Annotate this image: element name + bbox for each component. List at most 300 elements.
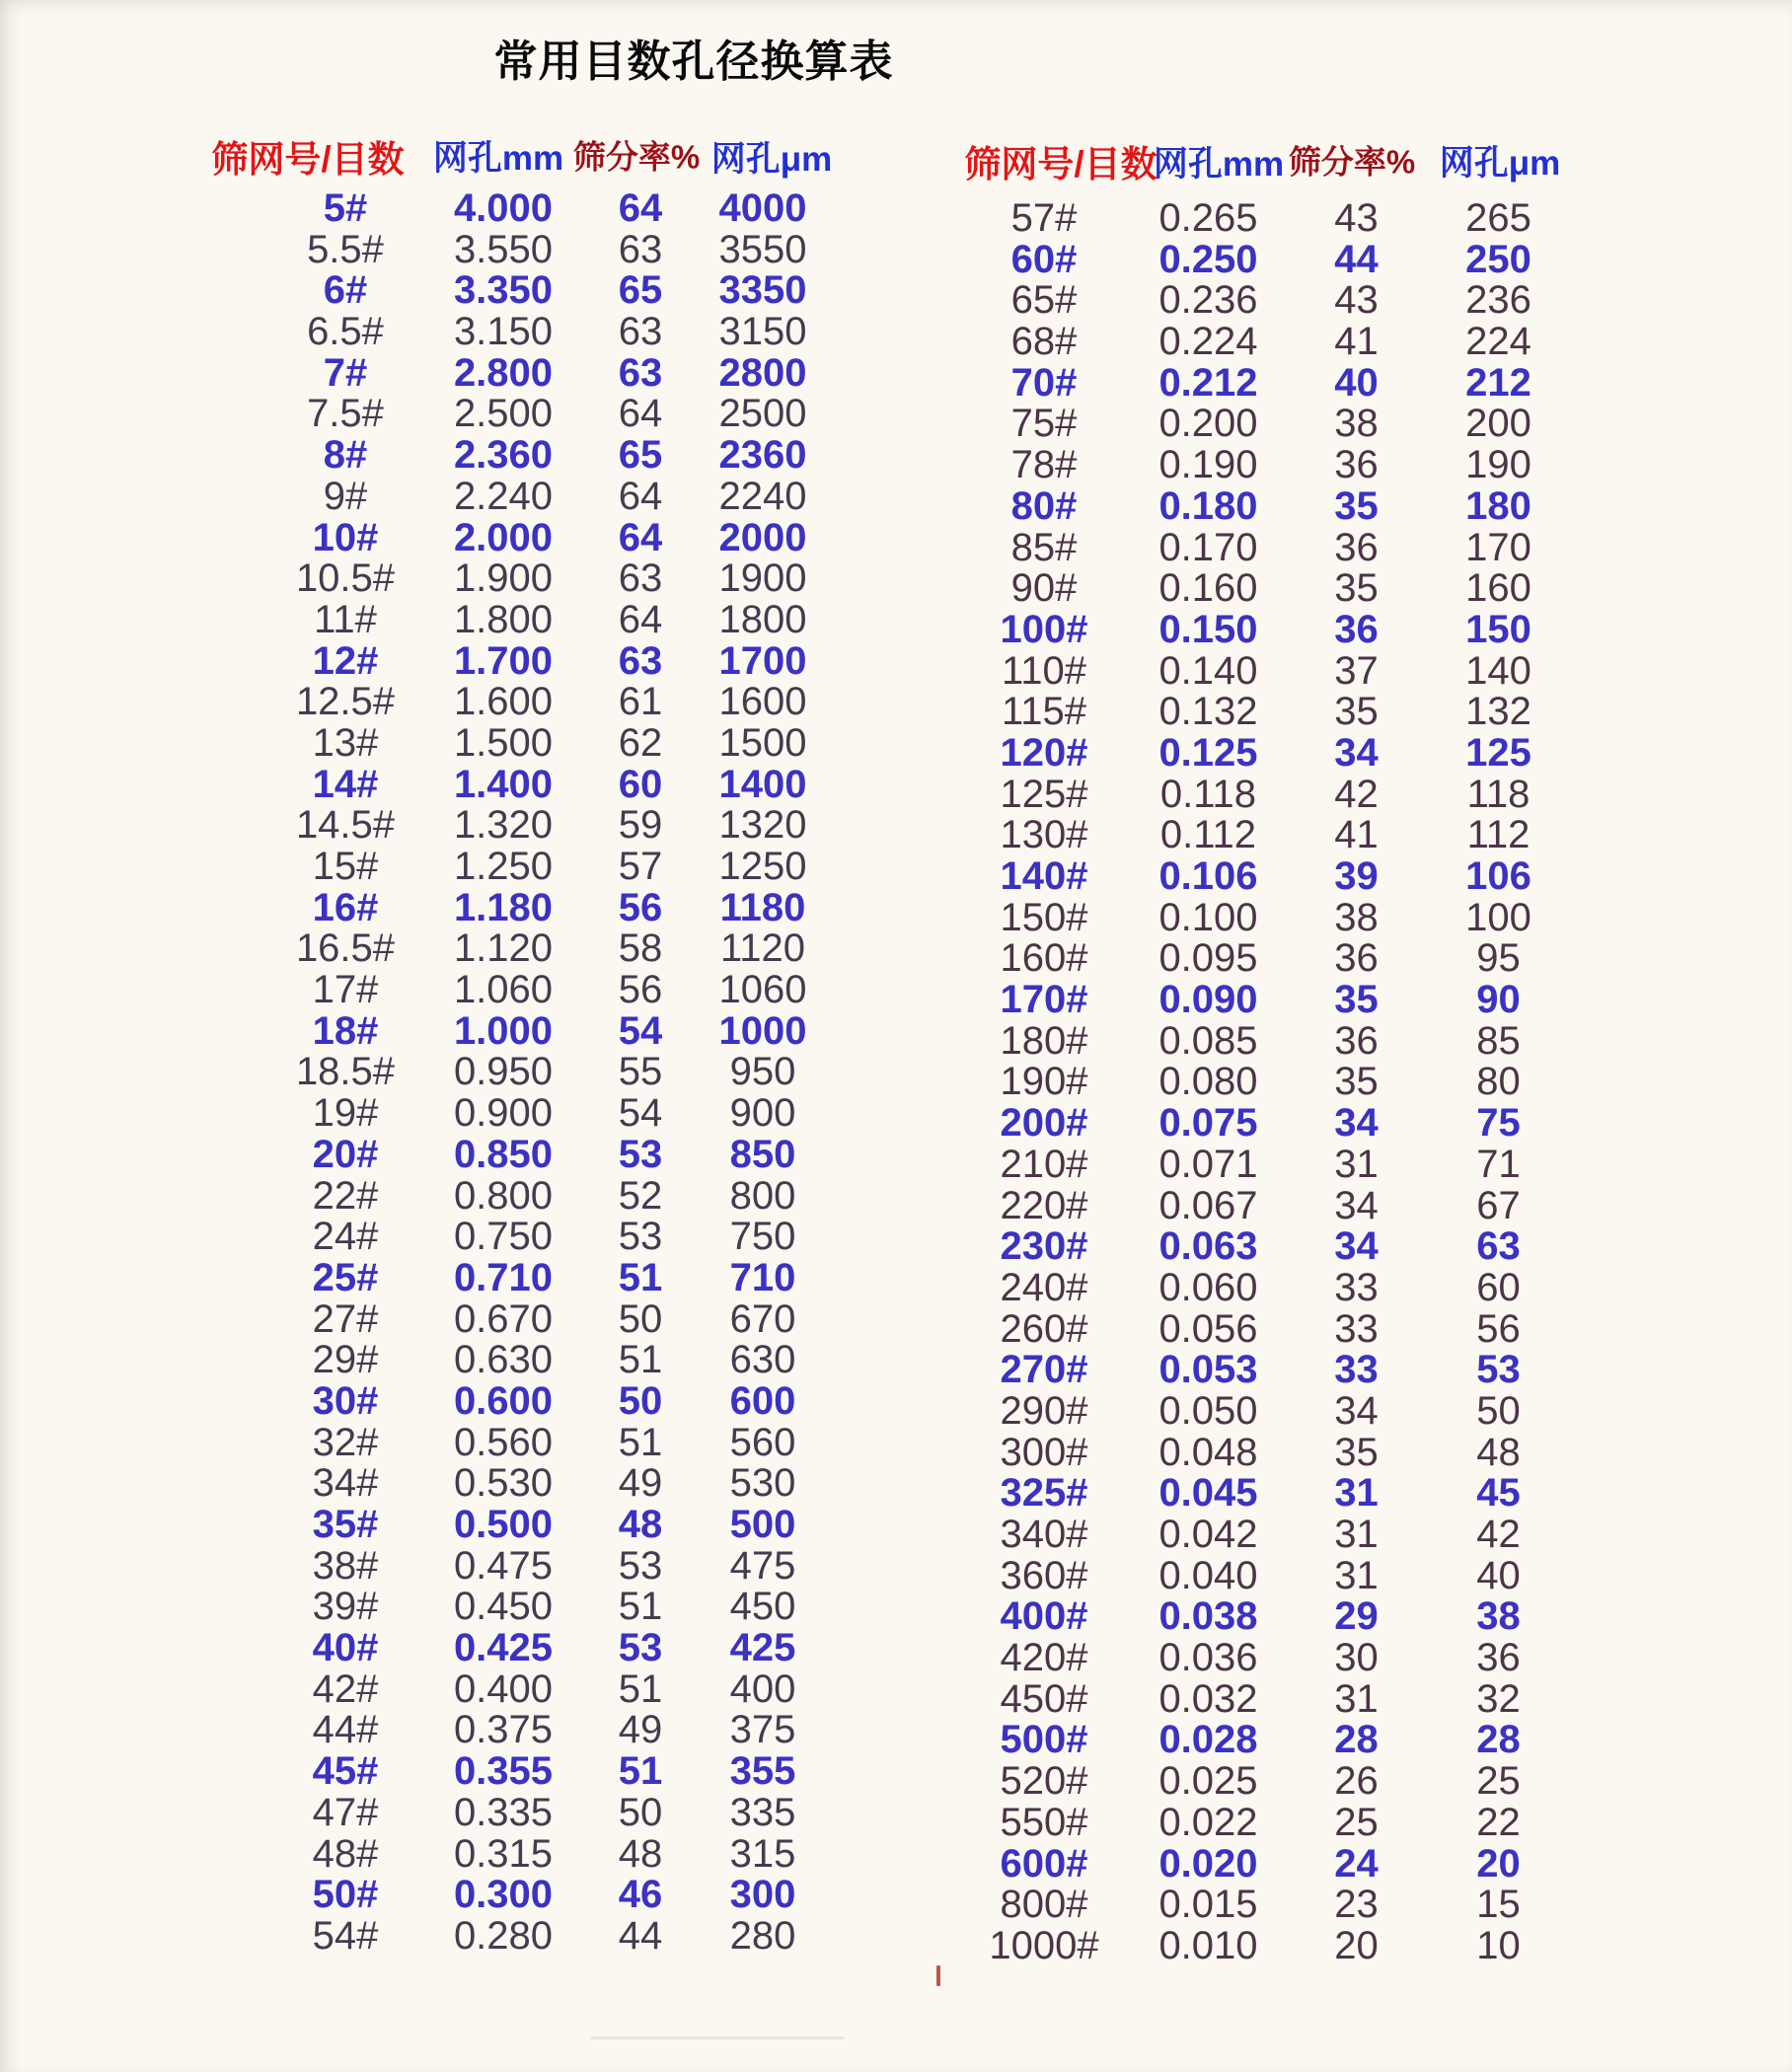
table-row	[266, 1831, 827, 1876]
table-row	[957, 1720, 1570, 1761]
mesh-number-cell: 24#	[312, 1215, 379, 1259]
screening-rate-cell: 35	[1334, 566, 1379, 611]
screening-rate-cell: 51	[618, 1585, 663, 1629]
aperture-um-cell: 45	[1476, 1471, 1521, 1516]
screening-rate-cell: 51	[618, 1666, 663, 1711]
aperture-mm-cell: 2.240	[453, 474, 554, 518]
aperture-um-cell: 800	[729, 1173, 796, 1218]
table-row	[266, 1255, 827, 1299]
screening-rate-cell: 65	[618, 268, 663, 313]
aperture-mm-cell: 0.950	[453, 1050, 554, 1094]
screening-rate-cell: 51	[618, 1255, 663, 1299]
left-table	[266, 188, 827, 1958]
aperture-mm-cell: 0.900	[453, 1091, 554, 1136]
mesh-number-cell: 600#	[1000, 1841, 1088, 1886]
table-row	[266, 1790, 827, 1834]
screening-rate-cell: 38	[1334, 402, 1379, 446]
mesh-number-cell: 32#	[312, 1420, 379, 1464]
mesh-number-cell: 8#	[323, 433, 368, 478]
aperture-um-cell: 425	[729, 1626, 796, 1670]
mesh-number-cell: 520#	[1000, 1759, 1088, 1804]
screening-rate-cell: 46	[618, 1873, 663, 1917]
table-row	[266, 1378, 827, 1423]
table-row	[957, 1142, 1570, 1186]
table-row	[957, 1350, 1570, 1391]
aperture-um-cell: 140	[1465, 648, 1531, 693]
aperture-um-cell: 25	[1476, 1759, 1521, 1804]
aperture-mm-cell: 2.000	[453, 515, 554, 559]
table-row	[957, 1800, 1570, 1844]
aperture-mm-cell: 0.335	[453, 1790, 554, 1834]
aperture-um-cell: 112	[1466, 813, 1531, 857]
aperture-mm-cell: 3.350	[453, 268, 554, 313]
mesh-number-cell: 15#	[312, 845, 379, 888]
table-row	[957, 1062, 1570, 1103]
aperture-um-cell: 53	[1476, 1348, 1521, 1392]
screening-rate-cell: 53	[618, 1132, 663, 1176]
aperture-um-cell: 3150	[718, 310, 807, 354]
aperture-mm-cell: 0.056	[1158, 1306, 1258, 1351]
aperture-mm-cell: 0.112	[1159, 813, 1257, 857]
table-row	[957, 404, 1570, 445]
mesh-number-cell: 140#	[1000, 854, 1088, 898]
screening-rate-cell: 52	[618, 1173, 663, 1218]
aperture-um-cell: 750	[729, 1215, 796, 1259]
mesh-number-cell: 80#	[1010, 483, 1078, 528]
table-row	[957, 1226, 1570, 1268]
screening-rate-cell: 37	[1334, 648, 1379, 693]
table-row	[957, 280, 1570, 322]
table-row	[266, 1463, 827, 1505]
aperture-um-cell: 500	[729, 1503, 796, 1546]
mesh-number-cell: 325#	[1000, 1471, 1088, 1516]
aperture-um-cell: 2240	[718, 474, 807, 518]
table-row	[957, 1473, 1570, 1515]
aperture-um-cell: 224	[1465, 320, 1531, 364]
aperture-um-cell: 106	[1465, 854, 1531, 898]
mesh-number-cell: 5.5#	[307, 227, 384, 271]
aperture-mm-cell: 1.120	[453, 926, 554, 971]
aperture-um-cell: 1180	[719, 885, 806, 929]
table-row	[266, 970, 827, 1011]
table-row	[957, 730, 1570, 775]
table-row	[957, 198, 1570, 240]
aperture-um-cell: 1060	[718, 968, 807, 1012]
aperture-um-cell: 40	[1476, 1553, 1521, 1597]
red-pen-tick-mark	[936, 1965, 940, 1986]
aperture-um-cell: 1700	[718, 638, 807, 683]
table-row	[266, 1587, 827, 1628]
aperture-mm-cell: 1.060	[453, 968, 554, 1012]
table-row	[266, 1217, 827, 1258]
screening-rate-cell: 56	[618, 885, 663, 929]
screening-rate-cell: 53	[618, 1543, 663, 1588]
screening-rate-cell: 36	[1334, 607, 1379, 651]
aperture-mm-cell: 0.048	[1158, 1430, 1258, 1474]
aperture-um-cell: 28	[1476, 1718, 1521, 1762]
mesh-number-cell: 30#	[312, 1378, 379, 1423]
screening-rate-cell: 63	[618, 227, 663, 271]
table-row	[957, 1676, 1570, 1721]
screening-rate-cell: 33	[1334, 1348, 1379, 1392]
screening-rate-cell: 44	[1334, 237, 1379, 281]
table-row	[266, 928, 827, 970]
aperture-mm-cell: 2.800	[453, 350, 554, 395]
mesh-number-cell: 17#	[312, 968, 379, 1012]
screening-rate-cell: 60	[618, 762, 663, 806]
screening-rate-cell: 39	[1334, 854, 1379, 898]
table-row	[957, 1841, 1570, 1886]
mesh-number-cell: 34#	[312, 1461, 379, 1506]
screening-rate-cell: 53	[618, 1215, 663, 1259]
mesh-number-cell: 210#	[1000, 1142, 1088, 1186]
aperture-um-cell: 400	[729, 1666, 796, 1711]
table-row	[957, 1923, 1570, 1967]
aperture-mm-cell: 0.038	[1158, 1594, 1258, 1639]
table-row	[266, 1666, 827, 1711]
table-row	[957, 360, 1570, 405]
aperture-mm-cell: 0.085	[1158, 1018, 1258, 1063]
mesh-number-cell: 340#	[1000, 1513, 1088, 1556]
right-header-mesh-number: 筛网号/目数	[964, 144, 1157, 185]
aperture-mm-cell: 0.530	[453, 1461, 554, 1506]
aperture-um-cell: 90	[1476, 978, 1521, 1022]
screening-rate-cell: 34	[1334, 1101, 1379, 1146]
aperture-mm-cell: 0.280	[453, 1913, 554, 1958]
table-row	[957, 607, 1570, 651]
aperture-mm-cell: 0.224	[1158, 320, 1258, 364]
aperture-um-cell: 900	[729, 1091, 796, 1136]
screening-rate-cell: 42	[1334, 772, 1379, 816]
aperture-um-cell: 375	[729, 1708, 796, 1752]
screening-rate-cell: 40	[1334, 360, 1379, 405]
mesh-number-cell: 35#	[312, 1503, 379, 1546]
aperture-mm-cell: 2.500	[453, 392, 554, 436]
aperture-um-cell: 22	[1476, 1800, 1521, 1844]
screening-rate-cell: 34	[1334, 1183, 1379, 1227]
aperture-um-cell: 63	[1476, 1224, 1521, 1269]
aperture-mm-cell: 0.095	[1158, 936, 1258, 981]
aperture-um-cell: 850	[729, 1132, 796, 1176]
aperture-um-cell: 85	[1476, 1018, 1521, 1063]
mesh-number-cell: 1000#	[989, 1923, 1099, 1967]
mesh-number-cell: 6.5#	[307, 310, 384, 354]
mesh-number-cell: 110#	[1001, 648, 1086, 693]
mesh-number-cell: 16#	[312, 885, 379, 929]
table-row	[266, 227, 827, 271]
table-row	[266, 1173, 827, 1218]
aperture-um-cell: 132	[1465, 690, 1531, 734]
mesh-number-cell: 180#	[1000, 1018, 1088, 1063]
mesh-number-cell: 42#	[312, 1666, 379, 1711]
screening-rate-cell: 63	[618, 310, 663, 354]
right-table	[957, 198, 1570, 1967]
aperture-um-cell: 48	[1476, 1430, 1521, 1474]
aperture-mm-cell: 0.067	[1158, 1183, 1258, 1227]
screening-rate-cell: 35	[1334, 690, 1379, 734]
mesh-number-cell: 39#	[312, 1585, 379, 1629]
left-header-mesh-number: 筛网号/目数	[211, 139, 405, 180]
aperture-um-cell: 450	[729, 1585, 796, 1629]
aperture-um-cell: 3550	[718, 227, 807, 271]
table-row	[266, 474, 827, 518]
screening-rate-cell: 56	[618, 968, 663, 1012]
aperture-mm-cell: 0.170	[1158, 525, 1258, 569]
aperture-um-cell: 4000	[718, 186, 807, 230]
mesh-number-cell: 130#	[1000, 813, 1088, 857]
mesh-number-cell: 60#	[1010, 237, 1078, 281]
mesh-number-cell: 120#	[1000, 730, 1088, 775]
screening-rate-cell: 35	[1334, 1430, 1379, 1474]
aperture-mm-cell: 0.600	[453, 1378, 554, 1423]
screening-rate-cell: 58	[618, 926, 663, 971]
table-row	[957, 1265, 1570, 1309]
aperture-um-cell: 1250	[718, 845, 807, 888]
aperture-um-cell: 190	[1465, 443, 1531, 487]
mesh-number-cell: 190#	[1000, 1060, 1088, 1104]
aperture-um-cell: 180	[1465, 483, 1531, 528]
screening-rate-cell: 48	[618, 1503, 663, 1546]
aperture-mm-cell: 1.400	[453, 762, 554, 806]
mesh-number-cell: 22#	[312, 1173, 379, 1218]
screening-rate-cell: 36	[1334, 1018, 1379, 1063]
table-row	[266, 1132, 827, 1176]
aperture-mm-cell: 0.212	[1158, 360, 1258, 405]
aperture-mm-cell: 0.071	[1158, 1142, 1258, 1186]
aperture-mm-cell: 0.236	[1158, 278, 1258, 323]
aperture-mm-cell: 1.320	[453, 803, 554, 848]
screening-rate-cell: 31	[1334, 1513, 1379, 1556]
aperture-um-cell: 1600	[718, 680, 807, 724]
table-row	[957, 1761, 1570, 1803]
screening-rate-cell: 50	[618, 1790, 663, 1834]
table-row	[957, 1388, 1570, 1433]
table-row	[957, 445, 1570, 486]
aperture-um-cell: 265	[1465, 196, 1531, 240]
screening-rate-cell: 34	[1334, 1388, 1379, 1433]
table-row	[266, 720, 827, 765]
aperture-mm-cell: 0.300	[453, 1873, 554, 1917]
table-row	[266, 1420, 827, 1464]
screening-rate-cell: 64	[618, 392, 663, 436]
screening-rate-cell: 36	[1334, 525, 1379, 569]
right-header-screening-rate: 筛分率%	[1288, 143, 1416, 181]
aperture-um-cell: 95	[1476, 936, 1521, 981]
mesh-number-cell: 230#	[1000, 1224, 1088, 1269]
aperture-mm-cell: 0.800	[453, 1173, 554, 1218]
aperture-um-cell: 530	[729, 1461, 796, 1506]
table-row	[957, 895, 1570, 939]
aperture-um-cell: 475	[729, 1543, 796, 1588]
table-row	[266, 1751, 827, 1793]
aperture-um-cell: 1320	[718, 803, 807, 848]
screening-rate-cell: 31	[1334, 1553, 1379, 1597]
mesh-number-cell: 125#	[1000, 772, 1088, 816]
aperture-mm-cell: 0.475	[453, 1543, 554, 1588]
mesh-number-cell: 500#	[1000, 1718, 1088, 1762]
table-row	[957, 483, 1570, 528]
aperture-mm-cell: 0.022	[1158, 1800, 1258, 1844]
aperture-mm-cell: 0.425	[453, 1626, 554, 1670]
aperture-um-cell: 1500	[718, 720, 807, 765]
table-row	[957, 980, 1570, 1021]
mesh-number-cell: 50#	[312, 1873, 379, 1917]
aperture-mm-cell: 0.400	[453, 1666, 554, 1711]
mesh-number-cell: 75#	[1010, 402, 1078, 446]
mesh-number-cell: 200#	[1000, 1101, 1088, 1146]
right-header-aperture-um: 网孔μm	[1439, 144, 1561, 183]
table-row	[266, 762, 827, 806]
aperture-mm-cell: 1.600	[453, 680, 554, 724]
screening-rate-cell: 31	[1334, 1142, 1379, 1186]
screening-rate-cell: 30	[1334, 1636, 1379, 1680]
mesh-number-cell: 800#	[1000, 1883, 1088, 1927]
mesh-number-cell: 90#	[1010, 566, 1078, 611]
aperture-mm-cell: 0.180	[1158, 483, 1258, 528]
table-row	[957, 568, 1570, 610]
aperture-um-cell: 75	[1476, 1101, 1521, 1146]
aperture-um-cell: 670	[729, 1296, 796, 1341]
aperture-um-cell: 80	[1476, 1060, 1521, 1104]
mesh-number-cell: 450#	[1000, 1676, 1088, 1721]
mesh-number-cell: 85#	[1010, 525, 1078, 569]
aperture-um-cell: 56	[1476, 1306, 1521, 1351]
aperture-mm-cell: 0.140	[1158, 648, 1258, 693]
aperture-um-cell: 42	[1476, 1513, 1521, 1556]
screening-rate-cell: 49	[618, 1461, 663, 1506]
aperture-mm-cell: 0.042	[1158, 1513, 1258, 1556]
aperture-mm-cell: 1.900	[453, 556, 554, 601]
table-row	[266, 515, 827, 559]
screening-rate-cell: 43	[1334, 278, 1379, 323]
screening-rate-cell: 64	[618, 474, 663, 518]
aperture-um-cell: 60	[1476, 1265, 1521, 1309]
table-row	[957, 1638, 1570, 1679]
aperture-um-cell: 300	[729, 1873, 796, 1917]
table-row	[266, 1093, 827, 1135]
mesh-number-cell: 18.5#	[295, 1050, 396, 1094]
screening-rate-cell: 28	[1334, 1718, 1379, 1762]
screening-rate-cell: 41	[1334, 813, 1379, 857]
mesh-number-cell: 20#	[312, 1132, 379, 1176]
mesh-number-cell: 29#	[312, 1338, 379, 1382]
aperture-mm-cell: 4.000	[453, 186, 554, 230]
table-row	[266, 1052, 827, 1093]
table-row	[266, 597, 827, 641]
aperture-mm-cell: 1.180	[453, 885, 554, 929]
aperture-um-cell: 630	[729, 1338, 796, 1382]
screening-rate-cell: 64	[618, 597, 663, 641]
table-row	[266, 1628, 827, 1669]
mesh-number-cell: 11#	[314, 597, 377, 641]
aperture-um-cell: 280	[729, 1913, 796, 1958]
screening-rate-cell: 33	[1334, 1265, 1379, 1309]
screening-rate-cell: 50	[618, 1378, 663, 1423]
aperture-mm-cell: 0.032	[1158, 1676, 1258, 1721]
screening-rate-cell: 49	[618, 1708, 663, 1752]
screening-rate-cell: 36	[1334, 443, 1379, 487]
aperture-mm-cell: 0.063	[1158, 1224, 1258, 1269]
aperture-um-cell: 600	[729, 1378, 796, 1423]
table-row	[957, 1103, 1570, 1145]
screening-rate-cell: 33	[1334, 1306, 1379, 1351]
table-row	[957, 1183, 1570, 1227]
mesh-number-cell: 57#	[1010, 196, 1078, 240]
mesh-number-cell: 7#	[323, 350, 368, 395]
aperture-mm-cell: 0.118	[1159, 772, 1257, 816]
mesh-number-cell: 10.5#	[295, 556, 396, 601]
mesh-number-cell: 260#	[1000, 1306, 1088, 1351]
left-header-aperture-mm: 网孔mm	[432, 139, 564, 178]
aperture-um-cell: 212	[1465, 360, 1531, 405]
table-row	[266, 638, 827, 683]
screening-rate-cell: 55	[618, 1050, 663, 1094]
aperture-um-cell: 315	[729, 1831, 796, 1876]
mesh-number-cell: 5#	[323, 186, 368, 230]
screening-rate-cell: 35	[1334, 1060, 1379, 1104]
table-row	[957, 815, 1570, 856]
screening-rate-cell: 64	[618, 515, 663, 559]
aperture-mm-cell: 0.040	[1158, 1553, 1258, 1597]
aperture-um-cell: 236	[1465, 278, 1531, 323]
aperture-mm-cell: 0.020	[1158, 1841, 1258, 1886]
table-row	[266, 682, 827, 723]
aperture-mm-cell: 3.150	[453, 310, 554, 354]
aperture-um-cell: 150	[1465, 607, 1531, 651]
table-row	[266, 1340, 827, 1381]
aperture-um-cell: 250	[1465, 237, 1531, 281]
mesh-number-cell: 78#	[1010, 443, 1078, 487]
table-row	[266, 885, 827, 929]
screening-rate-cell: 54	[618, 1091, 663, 1136]
aperture-mm-cell: 0.750	[453, 1215, 554, 1259]
aperture-mm-cell: 0.850	[453, 1132, 554, 1176]
table-row	[957, 1885, 1570, 1926]
screening-rate-cell: 34	[1334, 1224, 1379, 1269]
mesh-number-cell: 14.5#	[295, 803, 396, 848]
screening-rate-cell: 53	[618, 1626, 663, 1670]
aperture-um-cell: 20	[1476, 1841, 1521, 1886]
aperture-mm-cell: 0.630	[453, 1338, 554, 1382]
mesh-number-cell: 420#	[1000, 1636, 1088, 1680]
screening-rate-cell: 41	[1334, 320, 1379, 364]
screening-rate-cell: 57	[618, 845, 663, 888]
aperture-mm-cell: 0.265	[1158, 196, 1258, 240]
screening-rate-cell: 29	[1334, 1594, 1379, 1639]
mesh-number-cell: 9#	[323, 474, 368, 518]
aperture-mm-cell: 2.360	[453, 433, 554, 478]
screening-rate-cell: 34	[1334, 730, 1379, 775]
screening-rate-cell: 43	[1334, 196, 1379, 240]
table-row	[266, 1296, 827, 1341]
mesh-number-cell: 240#	[1000, 1265, 1088, 1309]
mesh-number-cell: 54#	[312, 1913, 379, 1958]
aperture-um-cell: 335	[729, 1790, 796, 1834]
aperture-mm-cell: 0.315	[453, 1831, 554, 1876]
mesh-number-cell: 18#	[312, 1008, 379, 1053]
aperture-um-cell: 2500	[718, 392, 807, 436]
aperture-um-cell: 10	[1476, 1923, 1521, 1967]
mesh-number-cell: 10#	[312, 515, 379, 559]
mesh-number-cell: 13#	[312, 720, 379, 765]
table-row	[957, 1596, 1570, 1638]
mesh-number-cell: 70#	[1010, 360, 1078, 405]
screening-rate-cell: 54	[618, 1008, 663, 1053]
screening-rate-cell: 50	[618, 1296, 663, 1341]
aperture-mm-cell: 0.125	[1158, 730, 1258, 775]
aperture-mm-cell: 0.028	[1158, 1718, 1258, 1762]
screening-rate-cell: 51	[618, 1420, 663, 1464]
